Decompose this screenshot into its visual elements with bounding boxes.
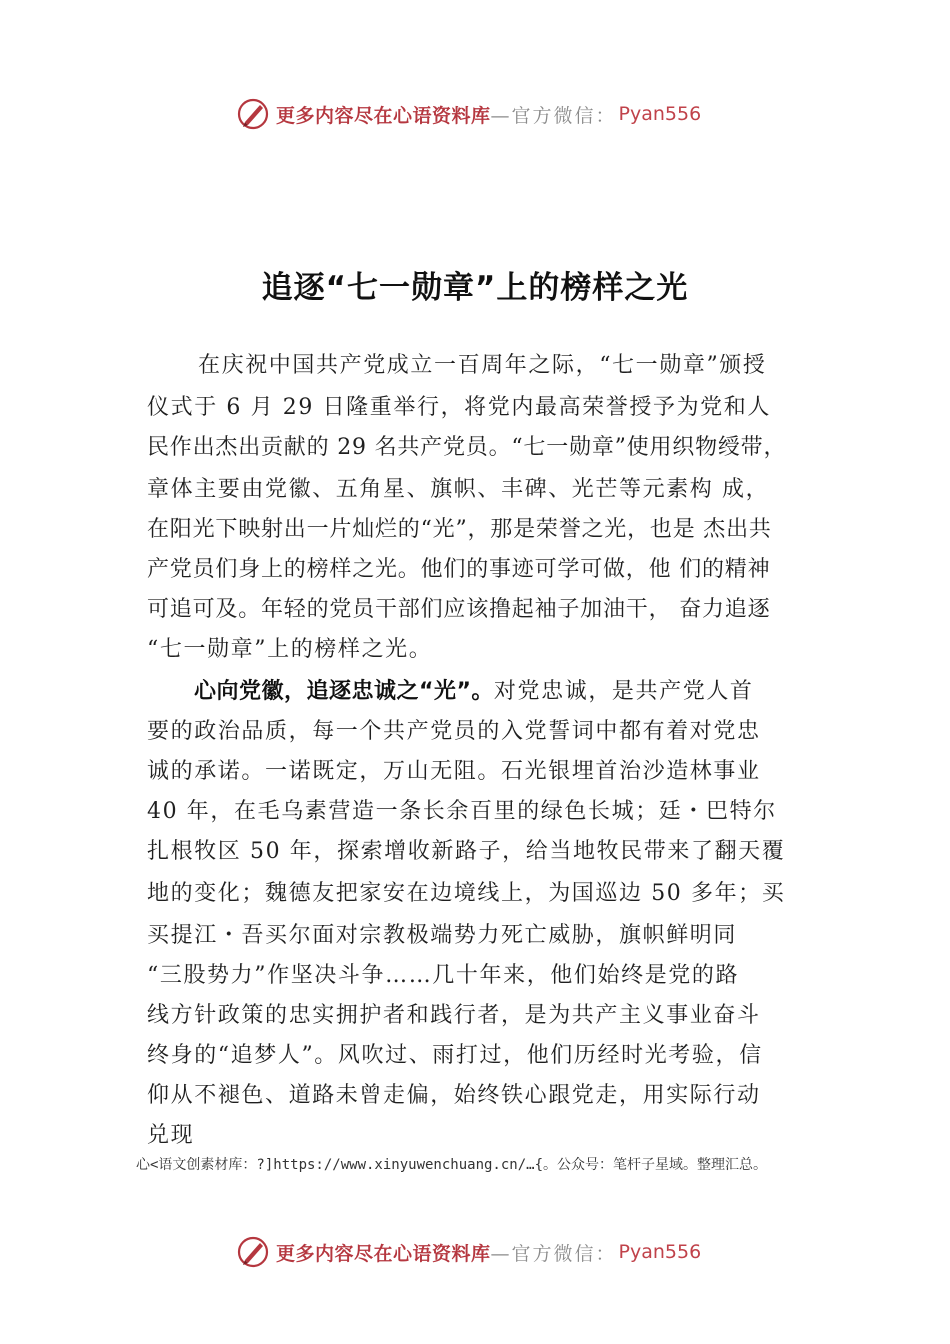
text-line: 兑现 xyxy=(147,1123,195,1148)
header-banner xyxy=(236,94,736,134)
text-line: 扎根牧区 50 年，探索增收新路子，给当地牧民带来了翻天覆 xyxy=(147,839,786,864)
text-line: 40 年，在毛乌素营造一条长余百里的绿色长城；廷・巴特尔 xyxy=(147,799,777,824)
text-line: “三股势力”作坚决斗争……几十年来，他们始终是党的路 xyxy=(147,963,740,988)
page-title: 追逐“七一勋章”上的榜样之光 xyxy=(261,270,689,306)
banner-sub-text: —官方微信： xyxy=(490,1242,617,1265)
banner-wechat-id: Pyan556 xyxy=(618,1241,702,1263)
banner-main-text: 更多内容尽在心语资料库 xyxy=(276,104,491,127)
text-line: 在阳光下映射出一片灿烂的“光”，那是荣誉之光，也是 杰出共 xyxy=(147,517,772,542)
text-line: 可追可及。年轻的党员干部们应该撸起袖子加油干， 奋力追逐 xyxy=(147,597,771,622)
text-span: 对党忠诚，是共产党人首 xyxy=(493,679,754,704)
text-line: “七一勋章”上的榜样之光。 xyxy=(147,637,433,662)
text-line: 民作出杰出贡献的 29 名共产党员。“七一勋章”使用织物绶带， xyxy=(147,435,787,460)
text-line: 诚的承诺。一诺既定，万山无阻。石光银埋首治沙造林事业 xyxy=(147,759,761,784)
text-line: 在庆祝中国共产党成立一百周年之际，“七一勋章”颁授 xyxy=(198,353,767,378)
pen-logo-icon xyxy=(236,1235,270,1269)
text-line: 买提江・吾买尔面对宗教极端势力死亡威胁，旗帜鲜明同 xyxy=(147,923,738,948)
text-line: 仰从不褪色、道路未曾走偏，始终铁心跟党走，用实际行动 xyxy=(147,1083,761,1108)
text-line: 要的政治品质，每一个共产党员的入党誓词中都有着对党忠 xyxy=(147,719,761,744)
text-line: 线方针政策的忠实拥护者和践行者，是为共产主义事业奋斗 xyxy=(147,1003,761,1028)
pen-logo-icon xyxy=(236,97,270,131)
banner-main-text: 更多内容尽在心语资料库 xyxy=(276,1242,491,1265)
banner-sub-text: —官方微信： xyxy=(490,104,617,127)
text-line xyxy=(194,674,754,705)
text-line: 产党员们身上的榜样之光。他们的事迹可学可做，他 们的精神 xyxy=(147,557,771,582)
paragraph-lead-heading: 心向党徽，追逐忠诚之“光”。 xyxy=(194,679,494,704)
banner-wechat-id: Pyan556 xyxy=(618,103,702,125)
text-line: 终身的“追梦人”。风吹过、雨打过，他们历经时光考验，信 xyxy=(147,1043,763,1068)
footer-banner xyxy=(236,1232,736,1272)
text-line: 仪式于 6 月 29 日隆重举行，将党内最高荣誉授予为党和人 xyxy=(147,395,771,420)
text-line: 章体主要由党徽、五角星、旗帜、丰碑、光芒等元素构 成， xyxy=(147,477,770,502)
source-footnote: 心<语文创素材库：?]https://www.xinyuwenchuang.cn/…{。公众号：笔杆子星域。整理汇总。 xyxy=(136,1157,768,1173)
text-line: 地的变化；魏德友把家安在边境线上，为国巡边 50 多年；买 xyxy=(147,881,786,906)
